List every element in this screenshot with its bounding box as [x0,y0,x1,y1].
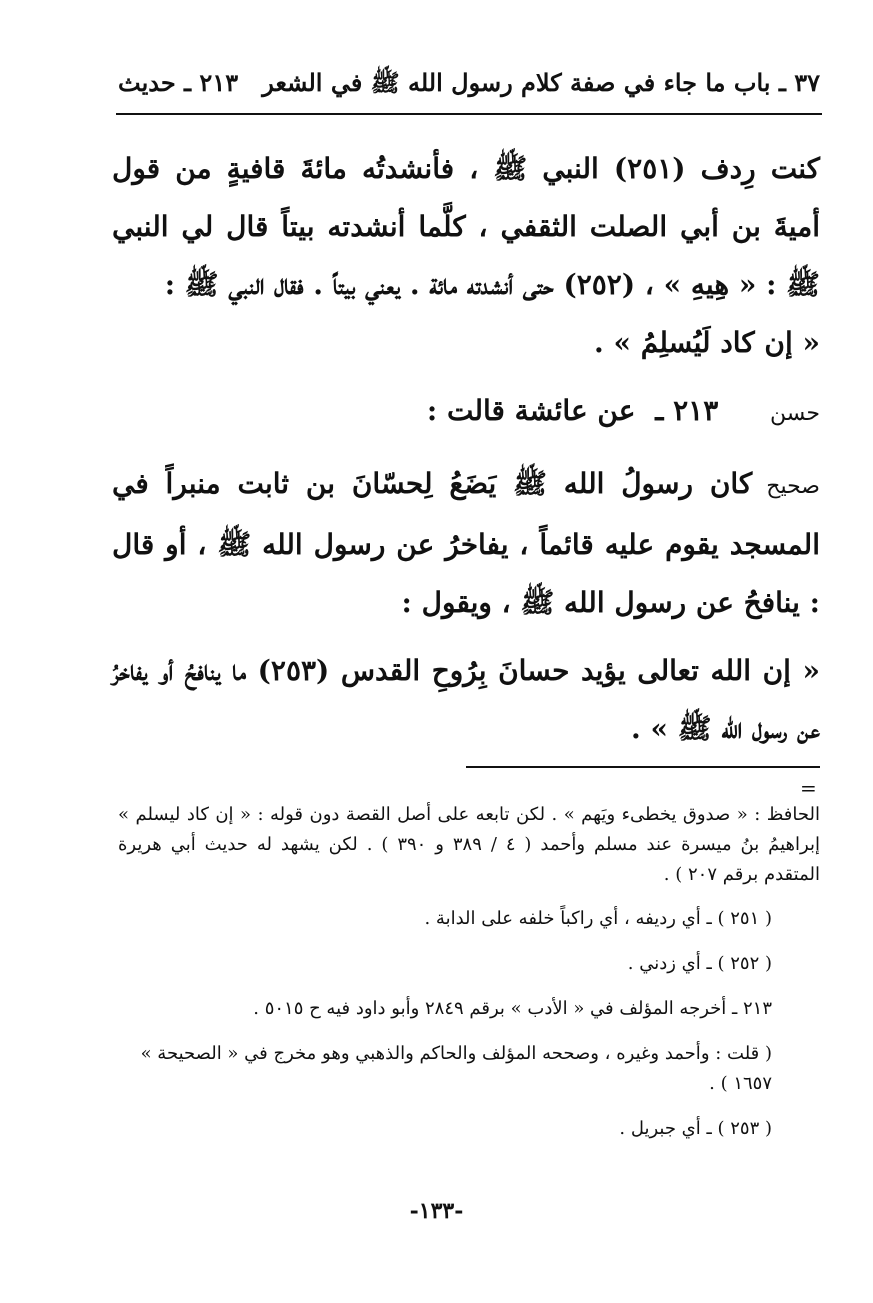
hadith-212-quote: « إن كاد لَيُسلِمُ » . [593,326,820,359]
hadith-grade-hasan: حسن [770,401,820,426]
page-number: -١٣٣- [409,1198,464,1224]
hadith-213-text [112,455,820,632]
hadith-number: ٢١٣ ـ [655,394,719,427]
footnote-item: ( قلت : وأحمد وغيره ، وصححه المؤلف والحاكم والذهبي وهو مخرج في « الصحيحة » ١٦٥٧ ) . [140,1043,772,1094]
spacer [112,632,820,642]
main-text [112,140,820,758]
hadith-213-heading [112,382,820,443]
footnote-item: ( ٢٥٣ ) ـ أي جبريل . [619,1118,772,1139]
hadith-213-body: كان رسولُ الله ﷺ يَضَعُ لِحسّانَ بن ثابت منبراً في المسجد يقوم عليه قائماً ، يفاخرُ عن رسول الله ﷺ ، أو قال : ينافحُ عن رسول الله ﷺ ، ويقول : [112,467,820,619]
hadith-213-quote: « إن الله تعالى يؤيد حسانَ بِرُوحِ القدس (٢٥٣) ما ينافحُ أو يفاخرُ عن رسول الله ﷺ » . [112,654,820,745]
hadith-narrator-intro: عن عائشة قالت : [426,394,636,427]
running-header [118,62,820,106]
hadith-reference: ٢١٣ ـ حديث [118,68,239,97]
hadith-212-text: كنت رِدف (٢٥١) النبي ﷺ ، فأنشدتُه مائةَ قافيةٍ من قول أميةَ بن أبي الصلت الثقفي ، كلَّما أنشدته بيتاً قال لي النبي ﷺ : « هِيهِ » ، (٢٥٢) حتى أنشدته مائة . يعني بيتاً . فقال النبي ﷺ : [112,152,820,301]
footnote-continuation: الحافظ : « صدوق يخطىء ويَهم » . لكن تابعه على أصل القصة دون قوله : « إن كاد ليسلم » إبراهيمُ بنُ ميسرة عند مسلم وأحمد ( ٤ / ٣٨٩ و ٣٩٠ ) . لكن يشهد له حديث أبي هريرة المتقدم برقم ٢٠٧ ) . [118,804,820,885]
footnote-item: ( ٢٥٢ ) ـ أي زدني . [627,953,772,974]
header-divider [116,113,822,115]
footnotes [118,800,820,1159]
footnote-item: ٢١٣ ـ أخرجه المؤلف في « الأدب » برقم ٢٨٤٩ وأبو داود فيه ح ٥٠١٥ . [253,998,772,1019]
chapter-title: ٣٧ ـ باب ما جاء في صفة كلام رسول الله ﷺ في الشعر [262,68,820,97]
hadith-grade-sahih: صحيح [766,474,820,499]
footnote-divider [466,766,820,768]
footnote-item: ( ٢٥١ ) ـ أي رديفه ، أي راكباً خلفه على الدابة . [424,908,772,929]
continuation-marker: = [800,776,817,800]
